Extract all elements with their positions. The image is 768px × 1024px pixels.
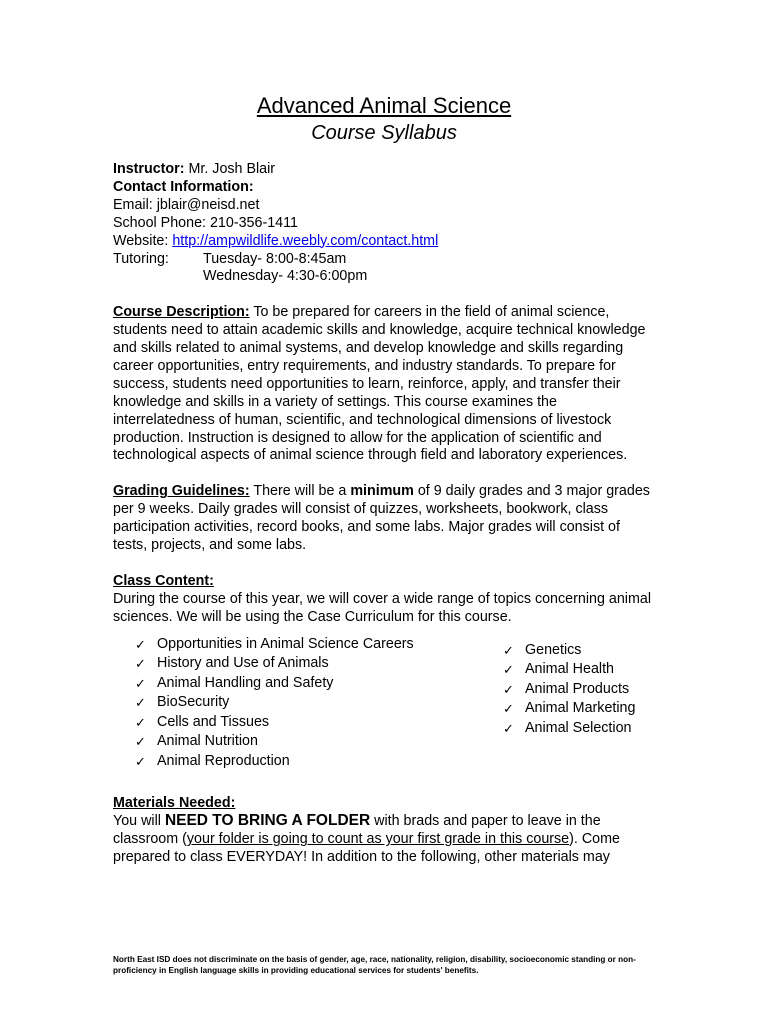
tutoring-time-2: Wednesday- 4:30-6:00pm bbox=[203, 268, 368, 285]
checkmark-icon: ✓ bbox=[135, 636, 146, 652]
contact-email: Email: jblair@neisd.net bbox=[113, 196, 260, 213]
list-item-label: Opportunities in Animal Science Careers bbox=[157, 635, 414, 652]
checkmark-icon: ✓ bbox=[503, 642, 514, 658]
instructor-name: Mr. Josh Blair bbox=[184, 161, 276, 177]
contact-heading: Contact Information: bbox=[113, 178, 254, 195]
grading-emphasis: minimum bbox=[350, 483, 414, 500]
materials-text: You will NEED TO BRING A FOLDER with brads and paper to leave in the classroom (your folder is going to count as your first grade in this course). Come prepared to class EVERYDAY! In addition to the following, other materials may bbox=[113, 812, 620, 866]
instructor-line bbox=[113, 161, 658, 179]
list-item bbox=[113, 654, 414, 674]
tutoring-label: Tutoring: bbox=[113, 250, 169, 267]
topic-checklists bbox=[113, 635, 658, 795]
list-item-label: Animal Nutrition bbox=[157, 733, 258, 750]
grading-label: Grading Guidelines: bbox=[113, 483, 250, 500]
tutoring-row-2 bbox=[113, 268, 658, 286]
contact-phone: School Phone: 210-356-1411 bbox=[113, 214, 298, 231]
list-item-label: Animal Reproduction bbox=[157, 752, 290, 769]
title-block bbox=[0, 92, 768, 146]
topic-list-right bbox=[481, 641, 635, 739]
course-description bbox=[113, 304, 658, 465]
list-item bbox=[481, 680, 635, 700]
list-item bbox=[113, 713, 414, 733]
checkmark-icon: ✓ bbox=[503, 662, 514, 678]
class-content-label: Class Content: bbox=[113, 572, 214, 589]
course-description-text: To be prepared for careers in the field of animal science, students need to attain academic skills and knowledge, acquire technical knowledge and skills related to animal systems, and develop knowledge and skills regarding career opportunities, entry requirements, and industry standards. To prepare for success, students need opportunities to learn, reinforce, apply, and transfer their knowledge and skills in a variety of settings. This course examines the interrelatedness of human, scientific, and technological dimensions of livestock production. Instruction is designed to allow for the application of scientific and technological aspects of animal science through field and laboratory experiences. bbox=[113, 304, 646, 464]
checkmark-icon: ✓ bbox=[135, 734, 146, 750]
list-item-label: History and Use of Animals bbox=[157, 655, 329, 672]
grading-text-before: There will be a bbox=[249, 483, 351, 500]
list-item bbox=[481, 699, 635, 719]
list-item bbox=[113, 732, 414, 752]
page-subtitle: Course Syllabus bbox=[311, 122, 457, 144]
list-item-label: Animal Selection bbox=[525, 719, 632, 736]
list-item-label: Genetics bbox=[525, 641, 582, 658]
list-item bbox=[113, 752, 414, 772]
checkmark-icon: ✓ bbox=[503, 701, 514, 717]
checkmark-icon: ✓ bbox=[135, 695, 146, 711]
list-item bbox=[481, 660, 635, 680]
list-item bbox=[113, 674, 414, 694]
list-item bbox=[113, 635, 414, 655]
tutoring-time-1: Tuesday- 8:00-8:45am bbox=[203, 250, 347, 267]
list-item-label: Cells and Tissues bbox=[157, 713, 270, 730]
list-item bbox=[113, 693, 414, 713]
checkmark-icon: ✓ bbox=[135, 675, 146, 691]
list-item-label: Animal Health bbox=[525, 661, 614, 678]
topic-list-left bbox=[113, 635, 414, 772]
grading-text-after: of 9 daily grades and 3 major grades per 9 weeks. Daily grades will consist of quizzes, worksheets, bookwork, class participation activities, record books, and some labs. Major grades will consist of tests, projects, and some labs. bbox=[113, 483, 650, 553]
website-label: Website: bbox=[113, 232, 173, 249]
list-item-label: Animal Handling and Safety bbox=[157, 674, 334, 691]
syllabus-content bbox=[113, 161, 658, 867]
checkmark-icon: ✓ bbox=[135, 714, 146, 730]
materials-emphasis: NEED TO BRING A FOLDER bbox=[164, 812, 371, 830]
checkmark-icon: ✓ bbox=[135, 753, 146, 769]
list-item bbox=[481, 719, 635, 739]
checkmark-icon: ✓ bbox=[503, 720, 514, 736]
list-item-label: Animal Marketing bbox=[525, 700, 636, 717]
materials-label: Materials Needed: bbox=[113, 794, 236, 811]
list-item-label: Animal Products bbox=[525, 680, 630, 697]
checkmark-icon: ✓ bbox=[503, 681, 514, 697]
course-description-label: Course Description: bbox=[113, 304, 250, 321]
list-item-label: BioSecurity bbox=[157, 694, 230, 711]
page-title: Advanced Animal Science bbox=[256, 93, 512, 118]
list-item bbox=[481, 641, 635, 661]
class-content-text: During the course of this year, we will cover a wide range of topics concerning animal sciences. We will be using the Case Curriculum for this course. bbox=[113, 590, 651, 625]
tutoring-row bbox=[113, 251, 658, 269]
materials-underlined: your folder is going to count as your first grade in this course bbox=[186, 831, 570, 848]
website-link[interactable]: http://ampwildlife.weebly.com/contact.html bbox=[172, 232, 439, 249]
instructor-label: Instructor: bbox=[113, 161, 185, 177]
checkmark-icon: ✓ bbox=[135, 656, 146, 672]
nondiscrimination-footer: North East ISD does not discriminate on the basis of gender, age, race, nationality, religion, disability, socioeconomic standing or non-proficiency in English language skills in providing educational services for students' benefits. bbox=[113, 955, 636, 975]
grading-guidelines bbox=[113, 483, 658, 555]
contact-website bbox=[113, 233, 658, 251]
